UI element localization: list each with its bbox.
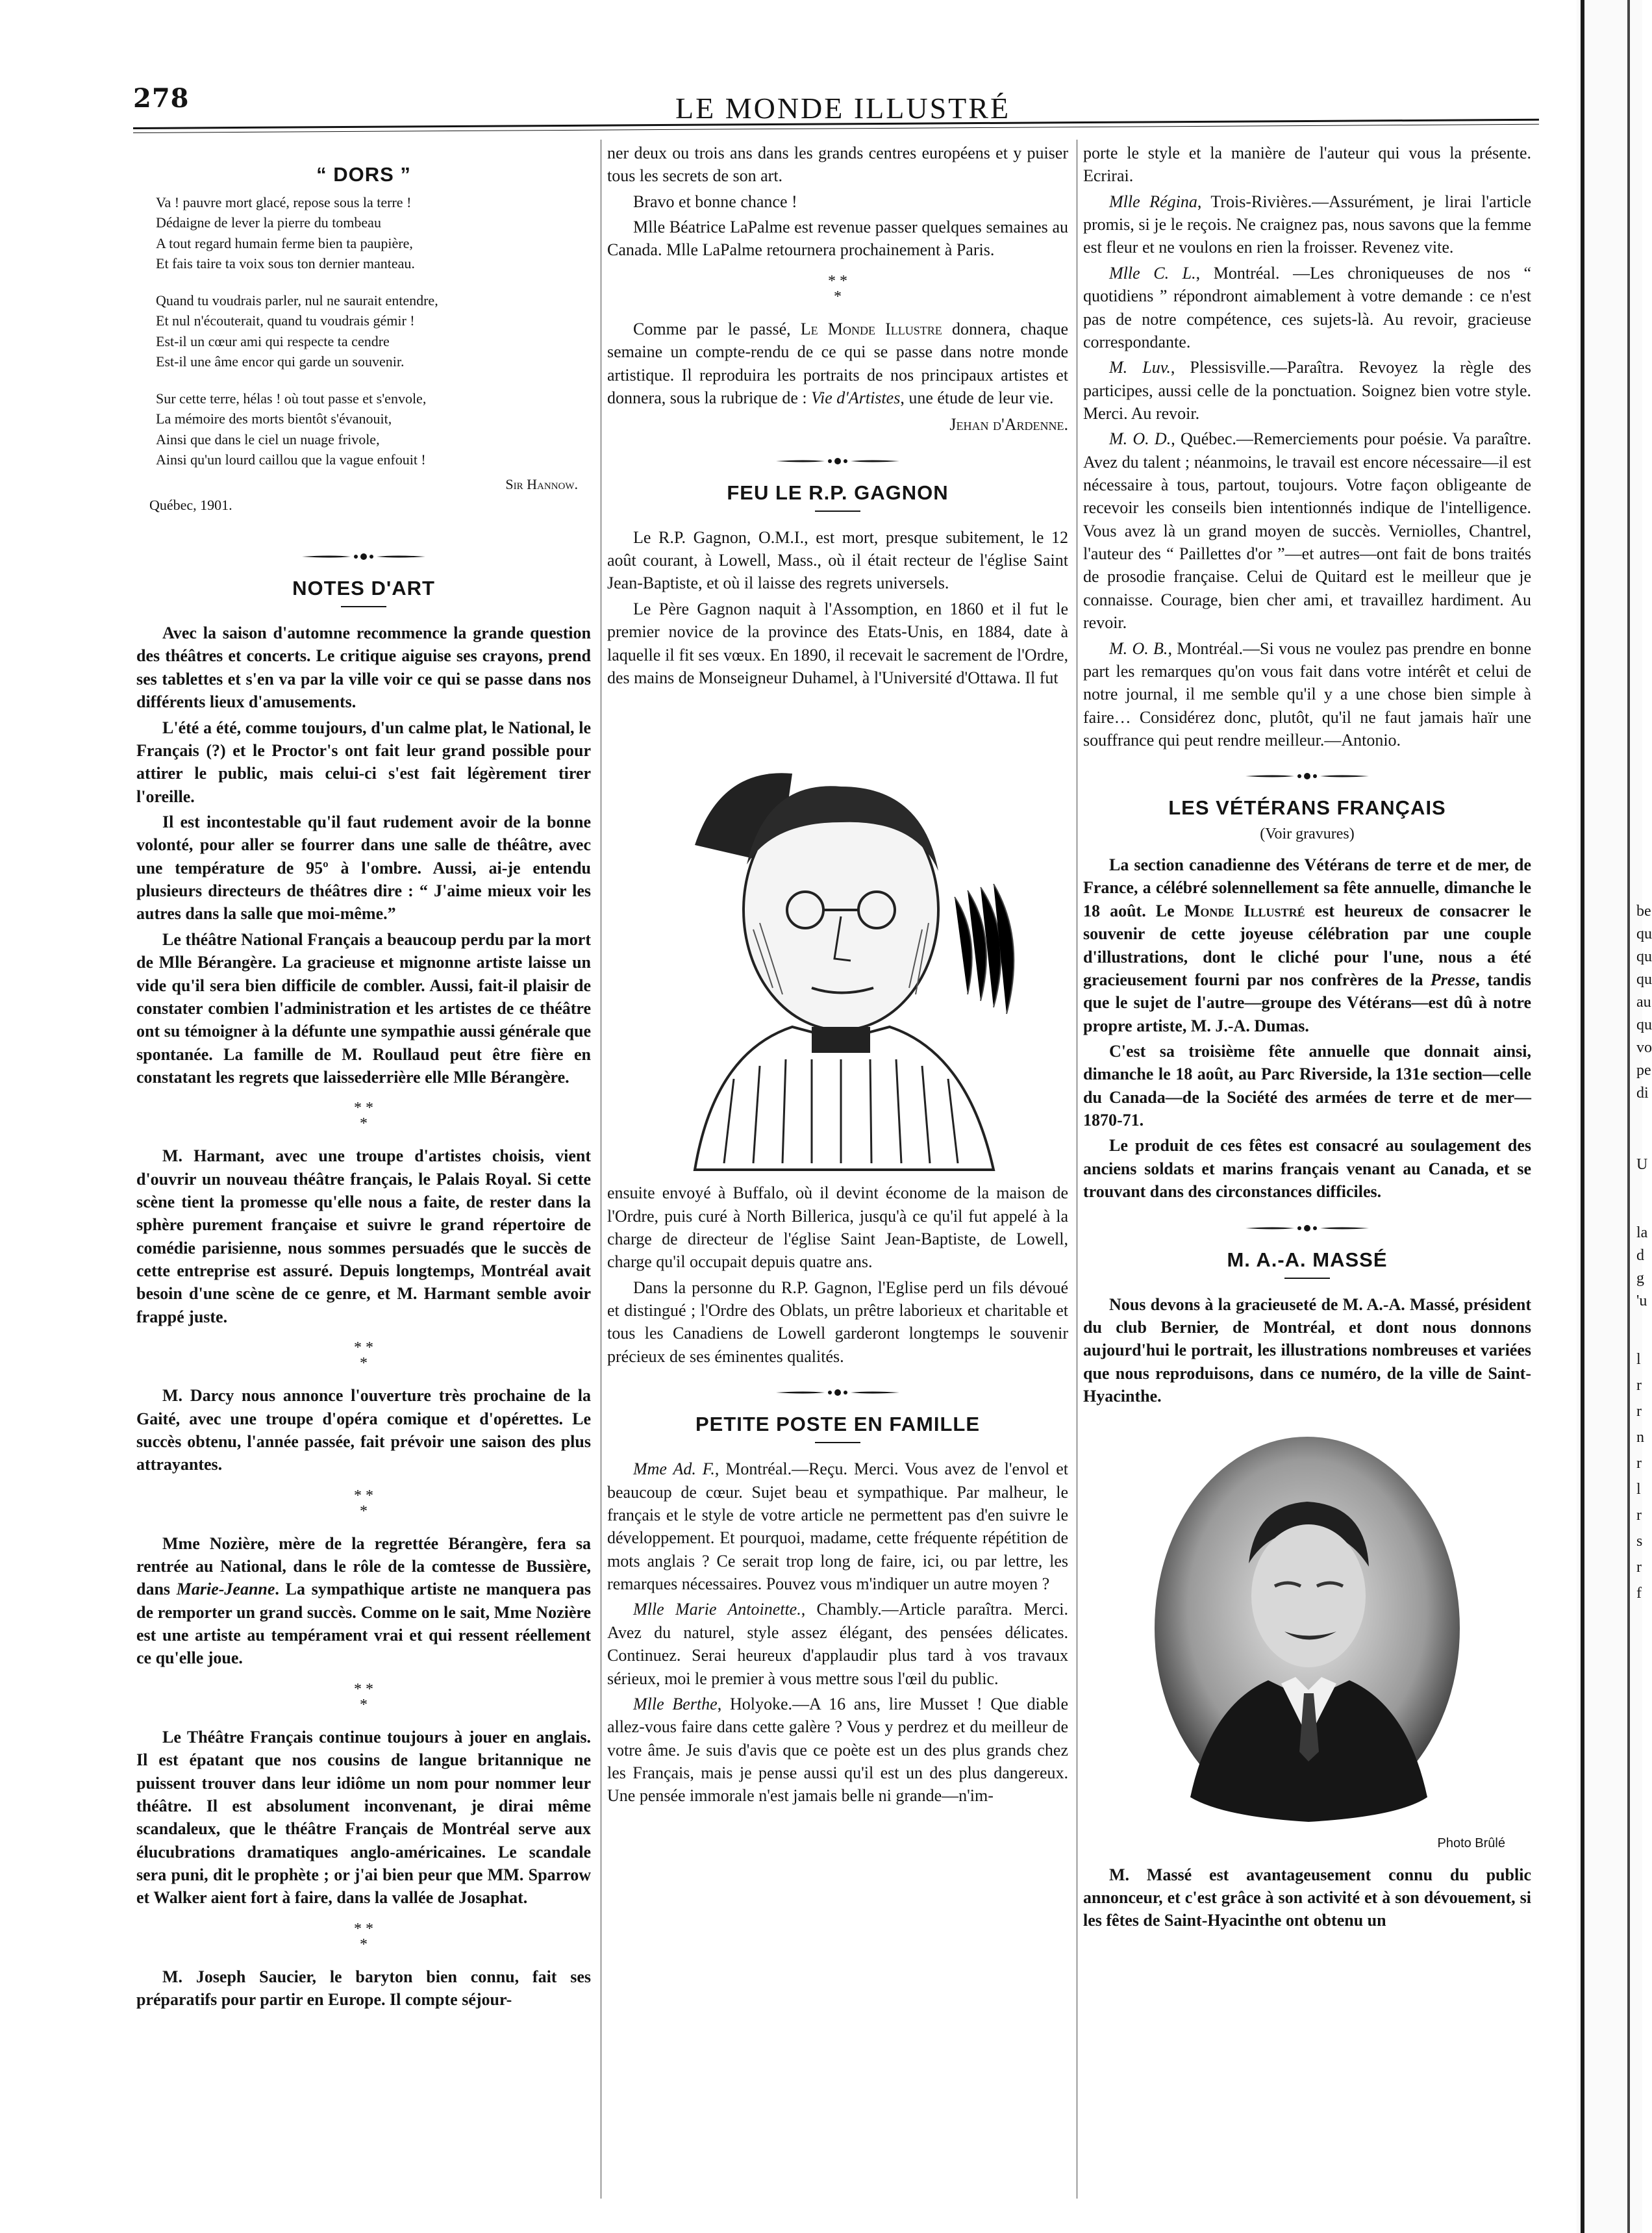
- paragraph: Le Théâtre Français continue toujours à jouer en anglais. Il est épatant que nos cousins de langue britannique ne puissent trouver dans leur idiôme un nom pour nommer leur théâtre. Il est absolument inconvenant, je dirai même scandaleux, que le théâtre Français de Montréal serve aux élucubrations dramatiques anglo-américaines. Le scandale sera puni, dit le prophète ; or j'ai bien peur que MM. Sparrow et Walker aient fort à faire, dans la vallée de Josaphat.: [136, 1727, 591, 1908]
- ornamental-rule-icon: [1242, 1223, 1372, 1233]
- text-run-smallcaps: Monde Illustré: [1184, 901, 1305, 920]
- correspondent-name: Mme Ad. F.: [633, 1459, 715, 1479]
- poem-signature: Sir Hannow.: [505, 475, 578, 492]
- bleed-fragment: 'u: [1636, 1293, 1647, 1309]
- text-run: , une étude de leur vie.: [900, 388, 1054, 407]
- paragraph: M. Darcy nous annonce l'ouverture très prochaine de la Gaité, avec une troupe d'opéra comique et d'opérettes. Le succès obtenu, l'année passée, fait prévoir une saison des plus attrayantes.: [136, 1386, 591, 1474]
- poem-line: Est-il un cœur ami qui respecte ta cendre: [156, 333, 390, 349]
- paragraph: Le théâtre National Français a beaucoup perdu par la mort de Mlle Bérangère. La gracieuse et mignonne artiste laisse un vide qu'il sera bien difficile de combler. Aussi, fait-il plaisir de constater combien l'administration et les artistes de ce théâtre ont su témoigner à la défunte une sympathie aussi générale que spontanée. La famille de M. Roullaud peut être fière en constatant les regrets que laissederrière elle Mlle Bérangère.: [136, 929, 591, 1087]
- paragraph: Mlle Béatrice LaPalme est revenue passer quelques semaines au Canada. Mlle LaPalme retournera prochainement à Paris.: [607, 218, 1068, 260]
- column-2: [607, 142, 1068, 1810]
- poem-line: Quand tu voudrais parler, nul ne saurait entendre,: [156, 292, 438, 309]
- bleed-fragment: r: [1636, 1455, 1642, 1472]
- gagnon-title: FEU LE R.P. GAGNON: [727, 481, 949, 504]
- paragraph: Nous devons à la gracieuseté de M. A.-A. Massé, président du club Bernier, de Montréal, et dont nous donnons aujourd'hui le portrait, les illustrations nombreuses et variées que nous reproduisons, dans ce numéro, de la ville de Saint-Hyacinthe.: [1083, 1294, 1531, 1406]
- paragraph: Le Père Gagnon naquit à l'Assomption, en 1860 et il fut le premier novice de la province des Etats-Unis, en 1884, date à laquelle il fit ses vœux. En 1890, il recevait le sacrement de l'Ordre, des mains de Monseigneur Duhamel, à l'Université d'Ottawa. Il fut: [607, 599, 1068, 687]
- notes-dart-title: NOTES D'ART: [292, 576, 435, 599]
- ornamental-rule-icon: [773, 456, 903, 466]
- bleed-fragment: la: [1636, 1224, 1648, 1241]
- paragraph: L'été a été, comme toujours, d'un calme plat, le National, le Français (?) et le Proctor's ont fait leur grand possible pour attirer le public, mais celui-ci s'est fait légèrement tirer l'oreille.: [136, 718, 591, 806]
- binding-bar: [1581, 0, 1584, 2233]
- bleed-fragment: r: [1636, 1377, 1642, 1394]
- asterism-icon: * * *: [354, 1100, 373, 1133]
- correspondent-name: Mlle Marie Antoinette.: [633, 1600, 801, 1619]
- poem-footer: [136, 475, 591, 532]
- bleed-fragment: n: [1636, 1429, 1644, 1446]
- bleed-fragment: l: [1636, 1351, 1641, 1368]
- paragraph: Avec la saison d'automne recommence la grande question des théâtres et concerts. Le critique aiguise ses crayons, prend ses tablettes et s'en va par la ville voir ce qui se passe dans nos différents lieux d'amusements.: [136, 624, 591, 712]
- poste-item: [607, 1457, 1068, 1595]
- correspondent-name: Mlle Régina: [1109, 192, 1197, 211]
- poem-line: A tout regard humain ferme bien ta paupière,: [156, 234, 413, 251]
- column-1: [136, 142, 591, 2013]
- reply-text: , Montréal.—Reçu. Merci. Vous avez de l'envol et beaucoup de cœur. Sujet beau et sympathique. Par malheur, le français et le style de votre article ne permettent pas d'en suivre le développement. Et pourquoi, madame, cette fréquente répétition de mots anglais ? Ce serait trop long de faire, ici, ou par lettre, les remarques nécessaires. Pouvez vous m'indiquer un autre moyen ?: [607, 1459, 1068, 1594]
- poem-stanza: [156, 192, 591, 273]
- bleed-fragment: l: [1636, 1481, 1641, 1498]
- text-run: . La sympathique artiste ne manquera pas de remporter un grand succès. Comme on le sait, Mme Nozière est une artiste au tempérament vrai et qui ressent réellement ce qu'elle joue.: [136, 1580, 591, 1668]
- text-run: Mme Nozière, mère de la regrettée Bérangère, fera sa rentrée au National, dans le rôle de la comtesse de Bussière, dans: [136, 1533, 591, 1599]
- text-run: , tandis que le sujet de l'autre—groupe des Vétérans—est dû à notre propre artiste, M. J.-A. Dumas.: [1083, 970, 1532, 1035]
- text-run-italic: Vie d'Artistes: [811, 388, 901, 407]
- poem-line: Dédaigne de lever la pierre du tombeau: [156, 214, 381, 231]
- correspondent-name: M. Luv.: [1109, 358, 1171, 377]
- asterism-icon: * * *: [354, 1339, 373, 1372]
- poem-line: Sur cette terre, hélas ! où tout passe et s'envole,: [156, 390, 427, 407]
- poem-line: Est-il une âme encor qui garde un souvenir.: [156, 353, 405, 370]
- paragraph: M. Joseph Saucier, le baryton bien connu, fait ses préparatifs pour partir en Europe. Il compte séjour-: [136, 1967, 591, 2010]
- text-run: Comme par le passé,: [633, 319, 801, 338]
- paragraph: Bravo et bonne chance !: [633, 192, 797, 211]
- text-run: La section canadienne des Vétérans de terre et de mer, de France, a célébré solennellement sa fête annuelle, dimanche le 18 août. Le: [1083, 855, 1531, 920]
- title-dash: [341, 606, 386, 607]
- paragraph: M. Massé est avantageusement connu du public annonceur, et c'est grâce à son activité et à son dévouement, si les fêtes de Saint-Hyacinthe ont obtenu un: [1083, 1865, 1531, 1930]
- man-oval-photo: [1151, 1433, 1463, 1823]
- bleed-fragment: au: [1636, 994, 1651, 1011]
- text-run-italic: Marie-Jeanne: [176, 1580, 275, 1599]
- paragraph: [607, 318, 1068, 409]
- title-dash: [815, 1442, 860, 1443]
- poste-item: [1083, 637, 1531, 752]
- paragraph: Il est incontestable qu'il faut rudement avoir de la bonne volonté, pour aller se fourrer dans une salle de théâtre, avec une température de 95º à l'ombre. Aussi, ai-je entendu plusieurs directeurs de théâtres dire : “ J'aime mieux voir les autres dans la salle que moi-même.”: [136, 813, 591, 924]
- notes-dart-body: [136, 622, 591, 2011]
- paragraph: ner deux ou trois ans dans les grands centres européens et y puiser tous les secrets de son art.: [607, 144, 1068, 186]
- bleed-fragment: qu: [1636, 1016, 1652, 1033]
- paragraph: ensuite envoyé à Buffalo, où il devint économe de la maison de l'Ordre, puis curé à North Billerica, jusqu'à ce qu'il fut appelé à la charge de directeur de l'église Saint Jean-Baptiste, de Lowell, charge qu'il occupait depuis quatre ans.: [607, 1183, 1068, 1272]
- ornamental-rule-icon: [299, 551, 429, 562]
- veterans-subtitle: (Voir gravures): [1260, 825, 1355, 842]
- page-number: 278: [133, 83, 190, 114]
- petite-poste-title: PETITE POSTE EN FAMILLE: [695, 1413, 981, 1436]
- bleed-fragment: d: [1636, 1247, 1644, 1264]
- bleed-fragment: di: [1636, 1085, 1649, 1102]
- correspondent-name: Mlle C. L.: [1109, 263, 1196, 283]
- poem-line: Ainsi qu'un lourd caillou que la vague enfouit !: [156, 451, 426, 468]
- reply-text: , Québec.—Remerciements pour poésie. Va paraître. Avez du talent ; néanmoins, le travail est encore nécessaire—il est nécessaire à tous, partout, toujours. Votre façon obligeante de recevoir les conseils bien intentionnés indique de l'intelligence. Vous avez là un grand moyen de succès. Verniolles, Chantrel, l'auteur des “ Paillettes d'or ”—et autres—ont fait de bons traités de prosodie française. Celui de Quitard est le meilleur que je connaisse. Courage, bien cher ami, et travaillez hardiment. Au revoir.: [1083, 429, 1531, 633]
- masse-body: [1083, 1293, 1531, 1408]
- ornamental-rule-icon: [1242, 771, 1372, 781]
- adjacent-page-edge: [1577, 0, 1642, 2233]
- poem-line: La mémoire des morts bientôt s'évanouit,: [156, 410, 392, 427]
- asterism-icon: * * *: [354, 1487, 373, 1520]
- poem-line: Ainsi que dans le ciel un nuage frivole,: [156, 431, 380, 448]
- poem-dors: [156, 192, 591, 470]
- bleed-fragment: U: [1636, 1156, 1648, 1173]
- reply-text: , Plessisville.—Paraîtra. Revoyez la règle des participes, aussi celle de la ponctuation. Soignez bien votre style. Merci. Au revoir.: [1083, 358, 1531, 423]
- paragraph: porte le style et la manière de l'auteur qui vous la présente. Ecrirai.: [1083, 144, 1531, 186]
- masse-body-cont: [1083, 1863, 1531, 1932]
- binding-bar: [1627, 0, 1630, 2233]
- reply-text: , Trois-Rivières.—Assurément, je lirai l'article promis, si je le reçois. Ne craignez pas, nous savons que la femme est fleur et ne voulons en rien la froisser. Revenez vite.: [1083, 192, 1531, 257]
- poem-line: Va ! pauvre mort glacé, repose sous la terre !: [156, 194, 412, 211]
- reply-text: , Chambly.—Article paraîtra. Merci. Avez du naturel, style assez élégant, des pensées délicates. Continuez. Serai heureux d'applaudir plus tard à vos travaux sérieux, moi le premier à vous mettre sous l'œil du public.: [607, 1600, 1068, 1688]
- asterism-icon: * * *: [828, 272, 847, 305]
- poem-stanza: [156, 388, 591, 470]
- bleed-fragment: s: [1636, 1533, 1643, 1550]
- poem-place: Québec, 1901.: [149, 496, 232, 513]
- bleed-fragment: qu: [1636, 926, 1652, 942]
- text-run-italic: Presse: [1430, 970, 1476, 989]
- poste-item: [607, 1598, 1068, 1689]
- correspondent-name: Mlle Berthe: [633, 1694, 718, 1713]
- paragraph: Le produit de ces fêtes est consacré au soulagement des anciens soldats et marins français venant au Canada, et se trouvant dans des circonstances difficiles.: [1083, 1136, 1531, 1202]
- paragraph: [1083, 853, 1531, 1037]
- bleed-fragment: be: [1636, 903, 1651, 920]
- poste-item: [1083, 427, 1531, 634]
- bleed-fragment: r: [1636, 1507, 1642, 1524]
- asterism-icon: * * *: [354, 1920, 373, 1953]
- signature: Jehan d'Ardenne.: [949, 415, 1068, 435]
- photo-credit: Photo Brûlé: [1437, 1836, 1505, 1851]
- bleed-fragment: r: [1636, 1403, 1642, 1420]
- bleed-fragment: qu: [1636, 971, 1652, 988]
- reply-text: , Holyoke.—A 16 ans, lire Musset ! Que diable allez-vous faire dans cette galère ? Vous y perdrez et du meilleur de votre âme. Je suis d'avis que ce poète est un des plus grands chez les Français, mais je pense aussi qu'il est un des plus dangereux. Une pensée immorale n'est jamais belle ni grande—n'im-: [607, 1694, 1068, 1806]
- poem-line: Et fais taire ta voix sous ton dernier manteau.: [156, 255, 415, 271]
- title-dash: [815, 511, 860, 512]
- bleed-fragment: r: [1636, 1559, 1642, 1576]
- veterans-body: [1083, 853, 1531, 1203]
- correspondent-name: M. O. D.: [1109, 429, 1171, 449]
- running-title: LE MONDE ILLUSTRÉ: [675, 92, 1011, 125]
- paragraph: [136, 1532, 591, 1670]
- poste-item: [1083, 190, 1531, 259]
- column-3: [1083, 142, 1531, 1935]
- masse-title: M. A.-A. MASSÉ: [1227, 1248, 1388, 1271]
- paragraph: Le R.P. Gagnon, O.M.I., est mort, presque subitement, le 12 août courant, à Lowell, Mass., où il était recteur de l'église Saint Jean-Baptiste, et où il laisse des regrets universels.: [607, 527, 1068, 593]
- poem-title: “ DORS ”: [316, 163, 411, 186]
- correspondent-name: M. O. B.: [1109, 638, 1168, 658]
- priest-portrait-engraving: [617, 715, 1058, 1170]
- poste-item: [1083, 262, 1531, 353]
- poste-item: [607, 1693, 1068, 1808]
- bleed-fragment: g: [1636, 1270, 1644, 1287]
- poem-line: Et nul n'écouterait, quand tu voudrais gémir !: [156, 312, 415, 329]
- paragraph: Dans la personne du R.P. Gagnon, l'Eglise perd un fils dévoué et distingué ; l'Ordre des Oblats, un prêtre laborieux et charitable et tous les Canadiens de Lowell garderont longtemps le souvenir précieux de ses éminentes qualités.: [607, 1278, 1068, 1366]
- text-run: donnera, chaque semaine un compte-rendu de ce qui se passe dans notre monde artistique. Il reproduira les portraits de nos principaux artistes et donnera, sous la rubrique de :: [607, 319, 1068, 407]
- bleed-fragment: f: [1636, 1585, 1642, 1602]
- reply-text: , Montréal. —Les chroniqueuses de nos “ quotidiens ” répondront aimablement à votre demande : ce n'est pas de notre compétence, ces sujets-là. Au revoir, gracieuse correspondante.: [1083, 263, 1531, 351]
- poste-item: [1083, 356, 1531, 425]
- ornamental-rule-icon: [773, 1387, 903, 1398]
- poem-stanza: [156, 290, 591, 372]
- paragraph: M. Harmant, avec une troupe d'artistes choisis, vient d'ouvrir un nouveau théâtre français, le Palais Royal. Si cette scène tient la promesse qu'elle nous a faite, de rester dans la sphère purement française et suivre le grand répertoire de comédie parisienne, nous sommes persuadés que le succès de cette entreprise est assuré. Depuis longtemps, Montréal avait besoin d'une scène de ce genre, et M. Harmant semble avoir frappé juste.: [136, 1146, 591, 1326]
- reply-text: , Montréal.—Si vous ne voulez pas prendre en bonne part les remarques qu'on vous fait dans votre intérêt et celui de notre journal, il me semble qu'il y a une chose bien simple à faire… Considérez donc, plutôt, qu'il ne faut jamais haïr une souffrance qui peut rendre meilleur.—Antonio.: [1083, 638, 1531, 750]
- bleed-fragment: qu: [1636, 948, 1652, 965]
- text-run-smallcaps: Le Monde Illustre: [800, 319, 942, 338]
- veterans-title: LES VÉTÉRANS FRANÇAIS: [1168, 796, 1446, 820]
- paragraph: C'est sa troisième fête annuelle que donnait ainsi, dimanche le 18 août, au Parc Riverside, la 131e section—celle du Canada—de la Société des armées de terre et de mer—1870-71.: [1083, 1042, 1531, 1130]
- asterism-icon: * * *: [354, 1680, 373, 1713]
- bleed-fragment: pe: [1636, 1062, 1651, 1079]
- title-dash: [1284, 1278, 1330, 1279]
- bleed-fragment: vo: [1636, 1039, 1652, 1056]
- text-run: est heureux de consacrer le souvenir de cette joyeuse célébration par une couple d'illustrations, dont le cliché pour l'une, nous a été gracieusement fourni par nos confrères de la: [1083, 901, 1531, 989]
